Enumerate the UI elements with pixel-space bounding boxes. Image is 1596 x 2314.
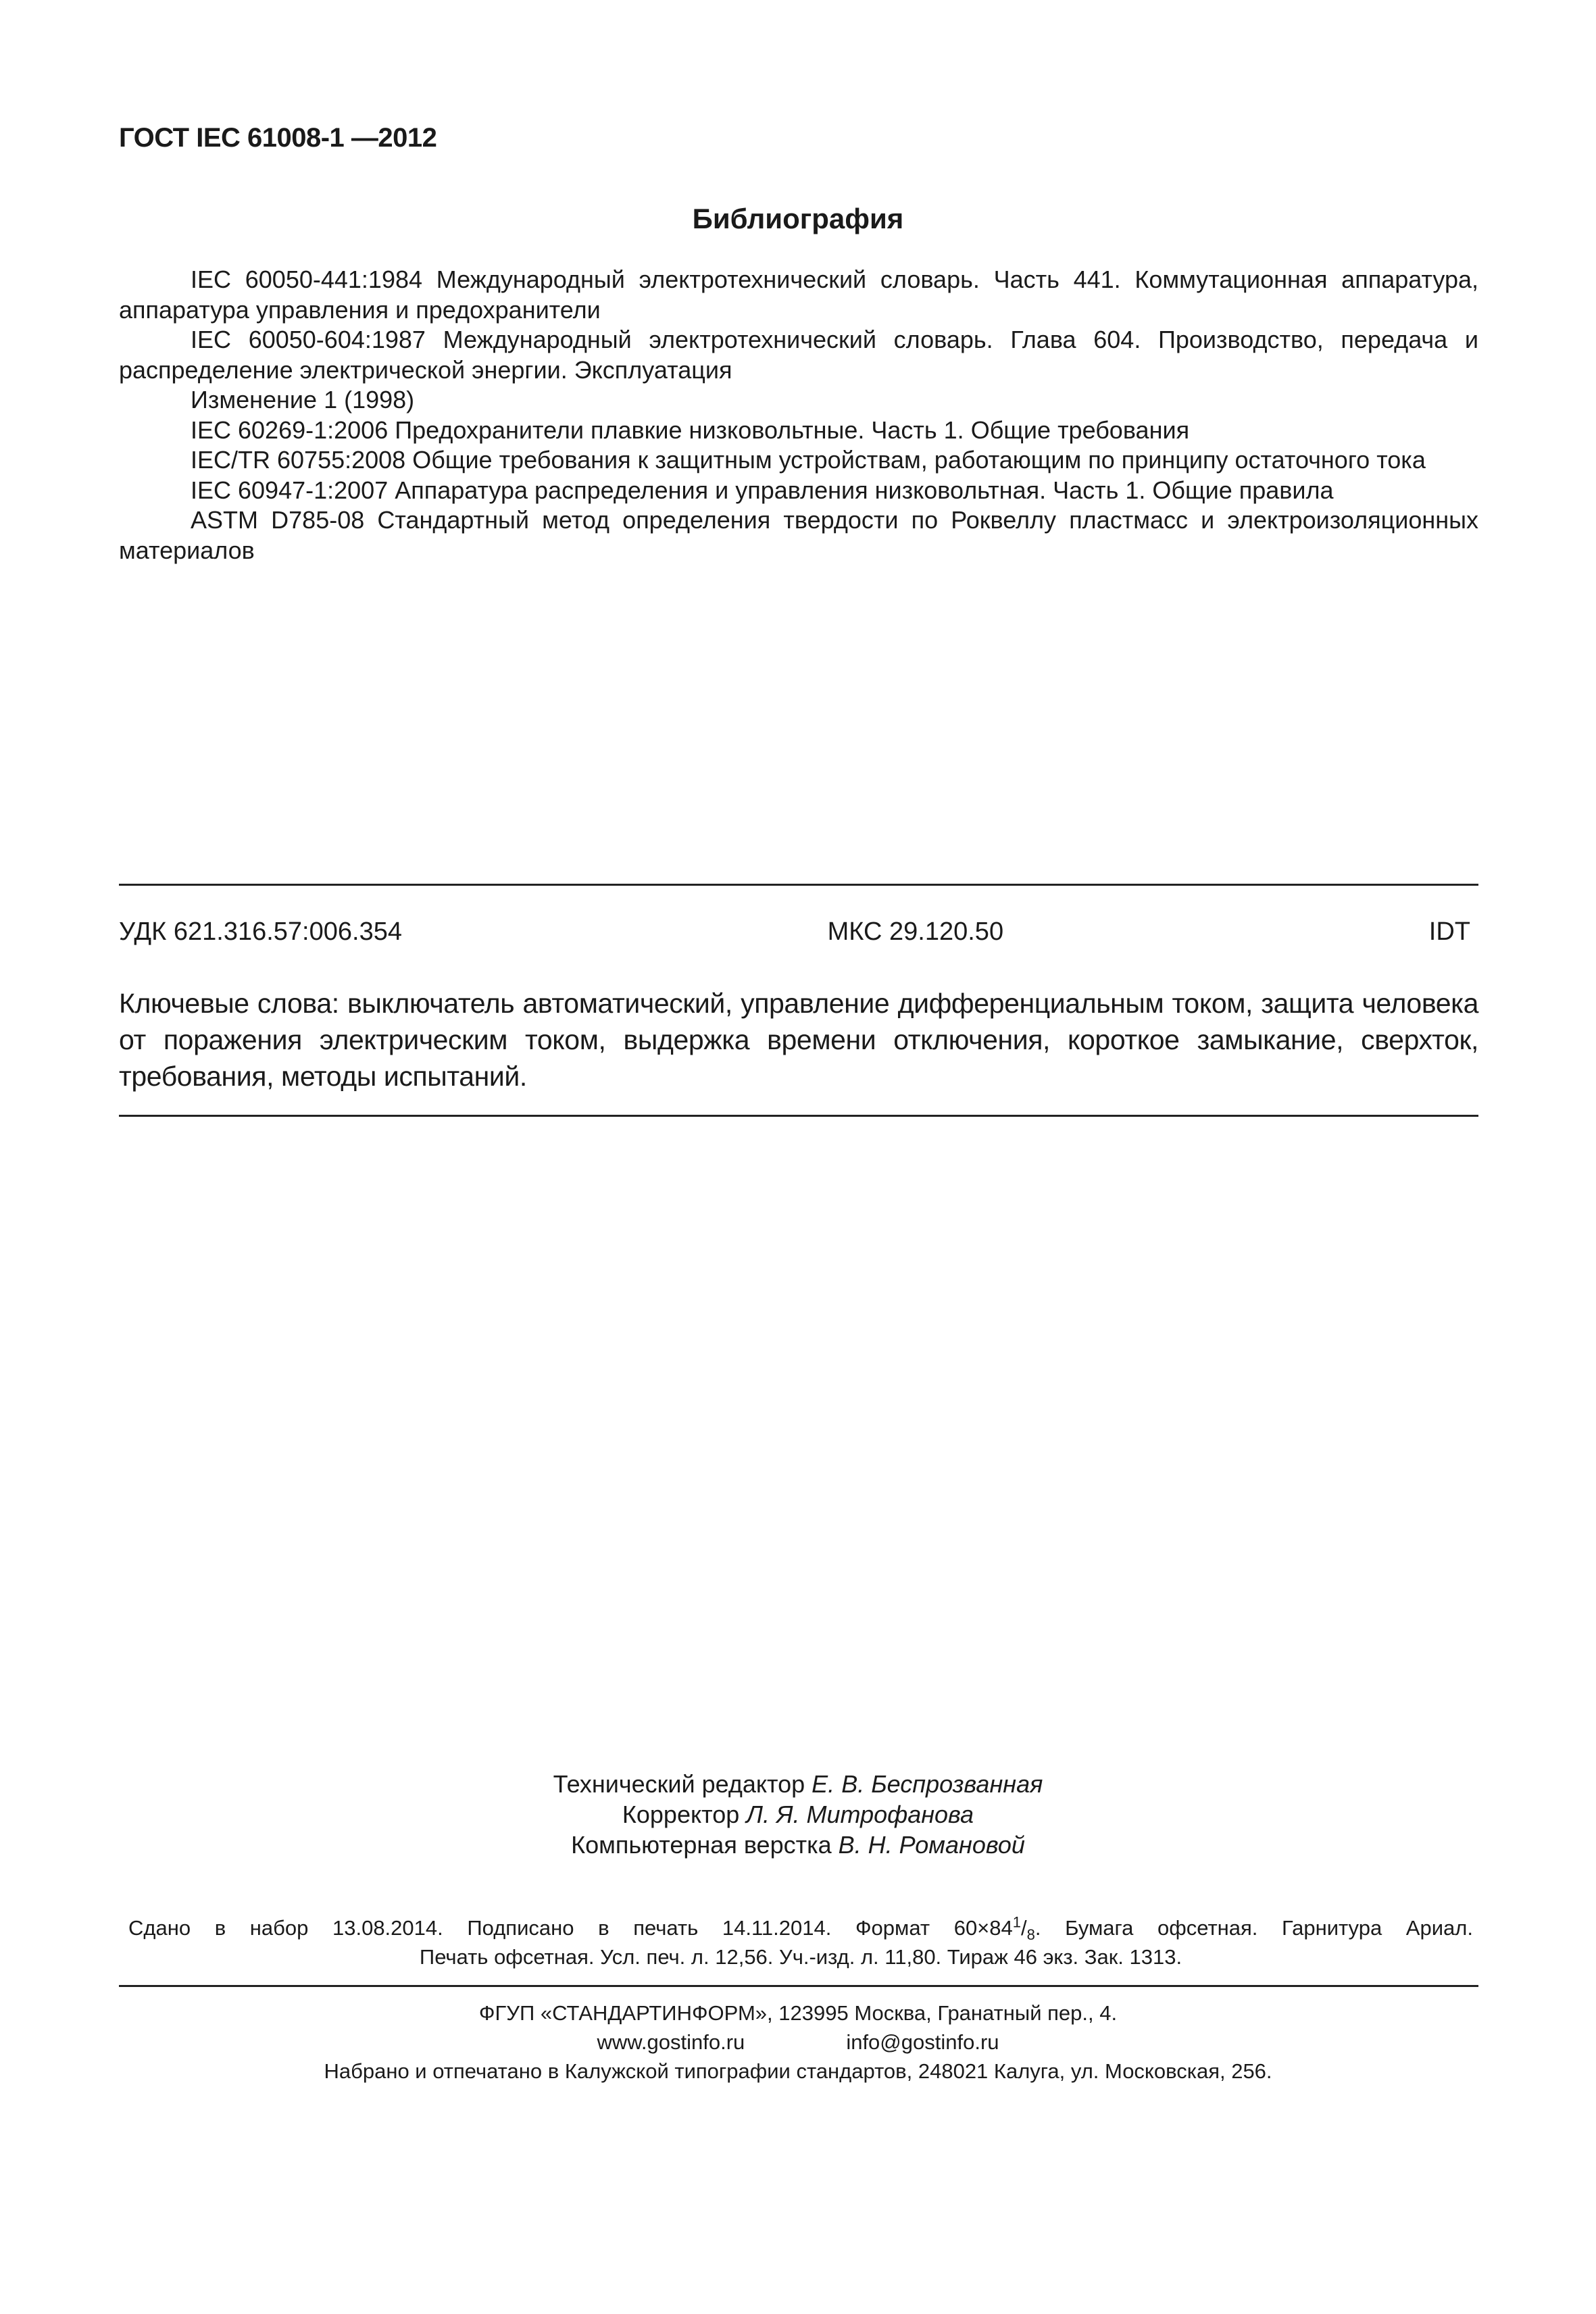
layout-line: [0, 1830, 1596, 1860]
printer-info: Набрано и отпечатано в Калужской типографии стандартов, 248021 Калуга, ул. Московская, 256.: [324, 2059, 1272, 2083]
imprint-typeface: Гарнитура Ариал.: [1282, 1916, 1473, 1940]
tech-editor-label: Технический редактор: [553, 1770, 805, 1798]
mks-code: МКС 29.120.50: [827, 917, 1004, 946]
bibliography-list: [119, 265, 1478, 565]
tech-editor-name: Е. В. Беспрозванная: [812, 1770, 1043, 1798]
imprint-format: [855, 1913, 1041, 1944]
bibliography-entry: IEC 60050-604:1987 Международный электротехнический словарь. Глава 604. Производство, передача и распределение электрической энергии. Эксплуатация: [119, 326, 1478, 384]
divider-middle: [119, 1115, 1478, 1117]
imprint-signed: Подписано в печать 14.11.2014.: [467, 1916, 832, 1940]
editorial-credits: [0, 1769, 1596, 1860]
divider-top: [119, 884, 1478, 886]
bibliography-entry: IEC/TR 60755:2008 Общие требования к защитным устройствам, работающим по принципу остаточного тока: [191, 446, 1426, 474]
divider-bottom: [119, 1985, 1478, 1987]
format-prefix: Формат 60×84: [855, 1916, 1013, 1940]
imprint-line-1: [128, 1913, 1473, 1942]
print-imprint: [128, 1913, 1473, 1971]
bibliography-entry: IEC 60269-1:2006 Предохранители плавкие низковольтные. Часть 1. Общие требования: [191, 416, 1190, 444]
standard-code-header: ГОСТ IEC 61008-1 —2012: [119, 123, 437, 153]
udk-code: УДК 621.316.57:006.354: [119, 917, 402, 946]
imprint-paper: Бумага офсетная.: [1065, 1916, 1258, 1940]
publisher-block: [0, 1998, 1596, 2086]
bibliography-entry: Изменение 1 (1998): [191, 386, 415, 413]
imprint-submitted: Сдано в набор 13.08.2014.: [128, 1916, 443, 1940]
layout-label: Компьютерная верстка: [571, 1831, 832, 1859]
imprint-line-2: Печать офсетная. Усл. печ. л. 12,56. Уч.-изд. л. 11,80. Тираж 46 экз. Зак. 1313.: [419, 1945, 1182, 1969]
layout-name: В. Н. Романовой: [838, 1831, 1025, 1859]
classification-codes: [119, 917, 1470, 947]
corrector-name: Л. Я. Митрофанова: [746, 1801, 974, 1828]
format-end: .: [1034, 1916, 1041, 1940]
format-sub: 8: [1026, 1926, 1035, 1944]
format-slash: /: [1021, 1916, 1027, 1940]
publisher-website: www.gostinfo.ru: [597, 2030, 745, 2054]
format-sup: 1: [1012, 1913, 1022, 1931]
publisher-email: info@gostinfo.ru: [846, 2030, 999, 2054]
corrector-line: [0, 1799, 1596, 1830]
idt-marker: IDT: [1428, 917, 1470, 946]
bibliography-title: Библиография: [692, 203, 904, 234]
tech-editor-line: [0, 1769, 1596, 1799]
bibliography-entry: ASTM D785-08 Стандартный метод определения твердости по Роквеллу пластмасс и электроизоляционных материалов: [119, 506, 1478, 564]
publisher-address: ФГУП «СТАНДАРТИНФОРМ», 123995 Москва, Гранатный пер., 4.: [478, 2001, 1118, 2025]
publisher-contacts: [0, 2028, 1596, 2057]
keywords-paragraph: Ключевые слова: выключатель автоматический, управление дифференциальным током, защита человека от поражения электрическим током, выдержка времени отключения, короткое замыкание, сверхток, требования, методы испытаний.: [119, 988, 1478, 1092]
bibliography-entry: IEC 60947-1:2007 Аппаратура распределения и управления низковольтная. Часть 1. Общие правила: [191, 476, 1334, 504]
corrector-label: Корректор: [622, 1801, 740, 1828]
bibliography-entry: IEC 60050-441:1984 Международный электротехнический словарь. Часть 441. Коммутационная аппаратура, аппаратура управления и предохранители: [119, 266, 1478, 324]
